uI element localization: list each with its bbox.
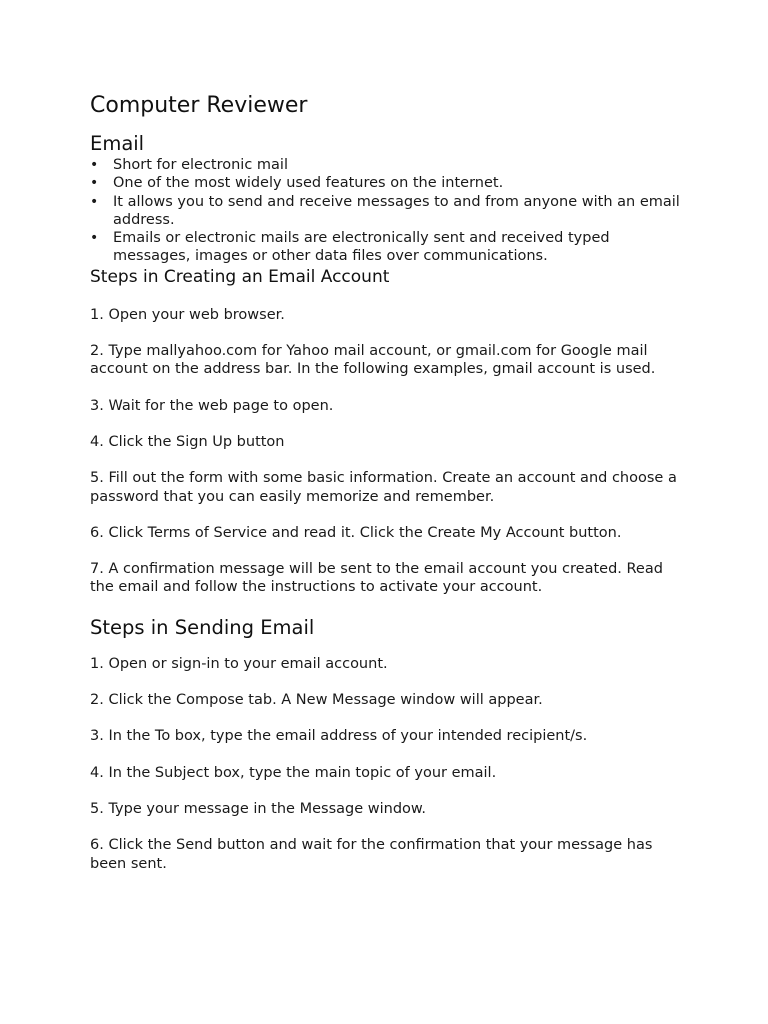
step-item: 6. Click the Send button and wait for the confirmation that your message has been sent. bbox=[90, 837, 653, 872]
bullet-text: It allows you to send and receive messages to and from anyone with an email address. bbox=[113, 193, 680, 228]
document-title: Computer Reviewer bbox=[90, 93, 308, 118]
sending-email-heading: Steps in Sending Email bbox=[90, 615, 315, 639]
bullet-icon: • bbox=[90, 157, 99, 173]
email-bullet-list bbox=[90, 156, 690, 266]
step-item: 2. Type mallyahoo.com for Yahoo mail account, or gmail.com for Google mail account on the address bar. In the following examples, gmail account is used. bbox=[90, 343, 656, 378]
step-item: 2. Click the Compose tab. A New Message window will appear. bbox=[90, 692, 543, 709]
list-item bbox=[90, 229, 690, 266]
bullet-text: One of the most widely used features on the internet. bbox=[113, 175, 504, 192]
step-item: 3. Wait for the web page to open. bbox=[90, 397, 334, 414]
bullet-icon: • bbox=[90, 193, 99, 210]
step-item: 6. Click Terms of Service and read it. Click the Create My Account button. bbox=[90, 524, 622, 541]
step-item: 3. In the To box, type the email address of your intended recipient/s. bbox=[90, 728, 588, 745]
step-item: 7. A confirmation message will be sent to the email account you created. Read the email and follow the instructions to activate your account. bbox=[90, 561, 663, 596]
step-item: 1. Open your web browser. bbox=[90, 306, 285, 323]
step-item: 1. Open or sign-in to your email account. bbox=[90, 655, 388, 672]
bullet-icon: • bbox=[90, 230, 99, 247]
step-item: 5. Type your message in the Message window. bbox=[90, 800, 427, 817]
email-heading: Email bbox=[90, 132, 145, 155]
sending-steps bbox=[90, 655, 690, 873]
creating-account-heading: Steps in Creating an Email Account bbox=[90, 266, 390, 287]
bullet-text: Emails or electronic mails are electronically sent and received typed messages, images or other data files over communications. bbox=[113, 230, 610, 265]
creating-steps bbox=[90, 306, 690, 597]
step-item: 4. In the Subject box, type the main topic of your email. bbox=[90, 764, 497, 781]
step-item: 5. Fill out the form with some basic information. Create an account and choose a password that you can easily memorize and remember. bbox=[90, 470, 677, 505]
bullet-icon: • bbox=[90, 175, 99, 192]
document-content bbox=[90, 92, 690, 873]
list-item bbox=[90, 174, 690, 192]
bullet-text: Short for electronic mail bbox=[113, 157, 288, 173]
step-item: 4. Click the Sign Up button bbox=[90, 433, 285, 450]
list-item bbox=[90, 156, 690, 174]
list-item bbox=[90, 193, 690, 230]
